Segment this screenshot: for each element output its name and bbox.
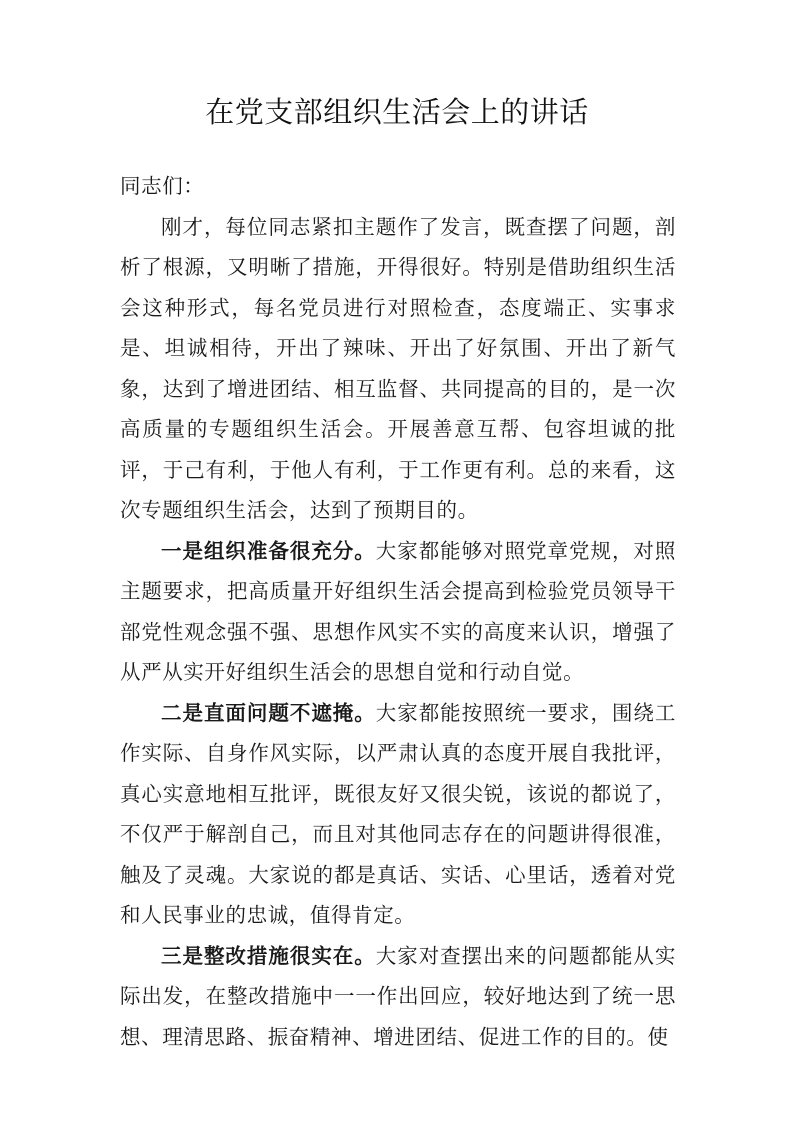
point-lead-1: 一是组织准备很充分。: [161, 538, 376, 563]
point-text-3: 大家对查摆出来的问题都能从实际出发，在整改措施中一一作出回应，较好地达到了统一思想、理清思路、振奋精神、增进团结、促进工作的目的。使: [120, 943, 677, 1049]
point-text-1: 大家都能够对照党章党规，对照主题要求，把高质量开好组织生活会提高到检验党员领导干部党性观念强不强、思想作风实不实的高度来认识，增强了从严从实开好组织生活会的思想自觉和行动自觉。: [120, 538, 677, 684]
document-body: [120, 166, 676, 1057]
intro-paragraph: 刚才，每位同志紧扣主题作了发言，既查摆了问题，剖析了根源，又明晰了措施，开得很好。特别是借助组织生活会这种形式，每名党员进行对照检查，态度端正、实事求是、坦诚相待，开出了辣味、开出了好氛围、开出了新气象，达到了增进团结、相互监督、共同提高的目的，是一次高质量的专题组织生活会。开展善意互帮、包容坦诚的批评，于己有利，于他人有利，于工作更有利。总的来看，这次专题组织生活会，达到了预期目的。: [120, 214, 676, 522]
salutation: 同志们：: [120, 174, 205, 198]
document-title: 在党支部组织生活会上的讲话: [205, 95, 589, 129]
point-paragraph-3: [120, 936, 676, 1058]
point-text-2: 大家都能按照统一要求，围绕工作实际、自身作风实际，以严肃认真的态度开展自我批评，真心实意地相互批评，既很友好又很尖锐，该说的都说了，不仅严于解剖自己，而且对其他同志存在的问题讲得很准，触及了灵魂。大家说的都是真话、实话、心里话，透着对党和人民事业的忠诚，值得肯定。: [120, 700, 677, 927]
point-paragraph-1: [120, 531, 676, 693]
point-lead-2: 二是直面问题不遮掩。: [161, 700, 376, 725]
point-lead-3: 三是整改措施很实在。: [161, 943, 376, 968]
point-paragraph-2: [120, 693, 676, 936]
